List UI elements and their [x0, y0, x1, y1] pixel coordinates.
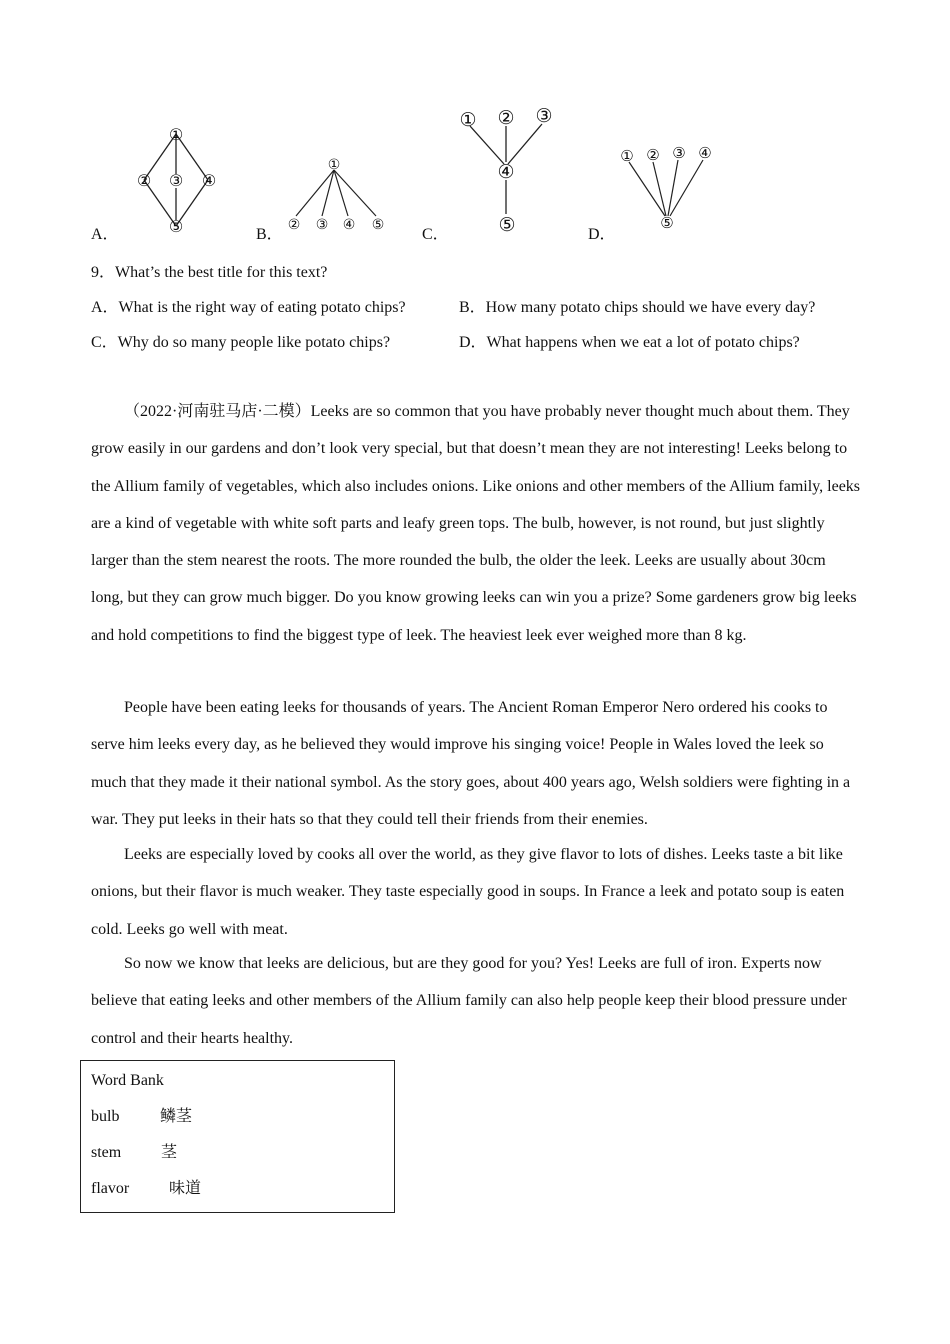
node-2: ②	[497, 107, 515, 129]
node-1: ①	[168, 125, 184, 144]
diagram-b	[282, 154, 392, 236]
node-3: ③	[535, 105, 553, 127]
word-bank-title: Word Bank	[91, 1072, 164, 1089]
word-bank-cn-bulb: 鳞茎	[160, 1108, 193, 1125]
question-9-option-c: C．Why do so many people like potato chips?	[91, 334, 391, 351]
diagram-d	[615, 140, 719, 236]
passage-paragraph-4: So now we know that leeks are delicious, but are they good for you? Yes! Leeks are full of iron. Experts now believe that eating leeks and other members of the Allium family can also help people keep their blood pressure under control and their hearts healthy.	[91, 955, 847, 1047]
option-d-label: D．	[588, 226, 616, 243]
node-3: ③	[672, 144, 686, 162]
node-3: ③	[168, 171, 184, 190]
word-bank-en-stem: stem	[91, 1144, 122, 1161]
question-9-stem: 9．What’s the best title for this text?	[91, 264, 328, 281]
node-1: ①	[620, 147, 634, 165]
node-2: ②	[287, 217, 301, 233]
node-1: ①	[327, 157, 341, 173]
word-bank-en-flavor: flavor	[91, 1180, 130, 1197]
node-5: ⑤	[371, 217, 385, 233]
node-4: ④	[698, 144, 712, 162]
option-a-label: A．	[91, 226, 119, 243]
node-5: ⑤	[660, 214, 674, 232]
question-9-option-a: A．What is the right way of eating potato chips?	[91, 299, 406, 316]
word-bank-cn-flavor: 味道	[169, 1180, 202, 1197]
diagram-a	[130, 122, 230, 240]
word-bank-en-bulb: bulb	[91, 1108, 120, 1125]
diagram-c	[456, 104, 560, 236]
option-c-label: C．	[422, 226, 449, 243]
node-5: ⑤	[168, 217, 184, 236]
question-9-option-d: D．What happens when we eat a lot of potato chips?	[459, 334, 800, 351]
word-bank	[80, 1060, 395, 1213]
node-1: ①	[459, 109, 477, 131]
question-9-option-b: B．How many potato chips should we have every day?	[459, 299, 816, 316]
node-4: ④	[201, 171, 217, 190]
node-4: ④	[342, 217, 356, 233]
node-3: ③	[315, 217, 329, 233]
node-2: ②	[646, 146, 660, 164]
word-bank-cn-stem: 茎	[161, 1144, 178, 1161]
option-b-label: B．	[256, 226, 283, 243]
passage-paragraph-1: （2022·河南驻马店·二模）Leeks are so common that you have probably never thought much about them. They grow easily in our gardens and don’t look very special, but that doesn’t mean they are not interesting! Leeks belong to the Allium family of vegetables, which also includes onions. Like onions and other members of the Allium family, leeks are a kind of vegetable with white soft parts and leafy green tops. The bulb, however, is not round, but just slightly larger than the stem nearest the roots. The more rounded the bulb, the older the leek. Leeks are usually about 30cm long, but they can grow much bigger. Do you know growing leeks can win you a prize? Some gardeners grow big leeks and hold competitions to find the biggest type of leek. The heaviest leek ever weighed more than 8 kg.	[91, 403, 861, 644]
node-2: ②	[136, 171, 152, 190]
node-4: ④	[497, 161, 515, 183]
passage-paragraph-3: Leeks are especially loved by cooks all over the world, as they give flavor to lots of dishes. Leeks taste a bit like onions, but their flavor is much weaker. They taste especially good in soups. In France a leek and potato soup is eaten cold. Leeks go well with meat.	[91, 846, 845, 938]
node-5: ⑤	[498, 214, 516, 236]
passage-paragraph-2: People have been eating leeks for thousands of years. The Ancient Roman Emperor Nero ordered his cooks to serve him leeks every day, as he believed they would improve his singing voice! People in Wales loved the leek so much that they made it their national symbol. As the story goes, about 400 years ago, Welsh soldiers were fighting in a war. They put leeks in their hats so that they could tell their friends from their enemies.	[91, 699, 851, 828]
